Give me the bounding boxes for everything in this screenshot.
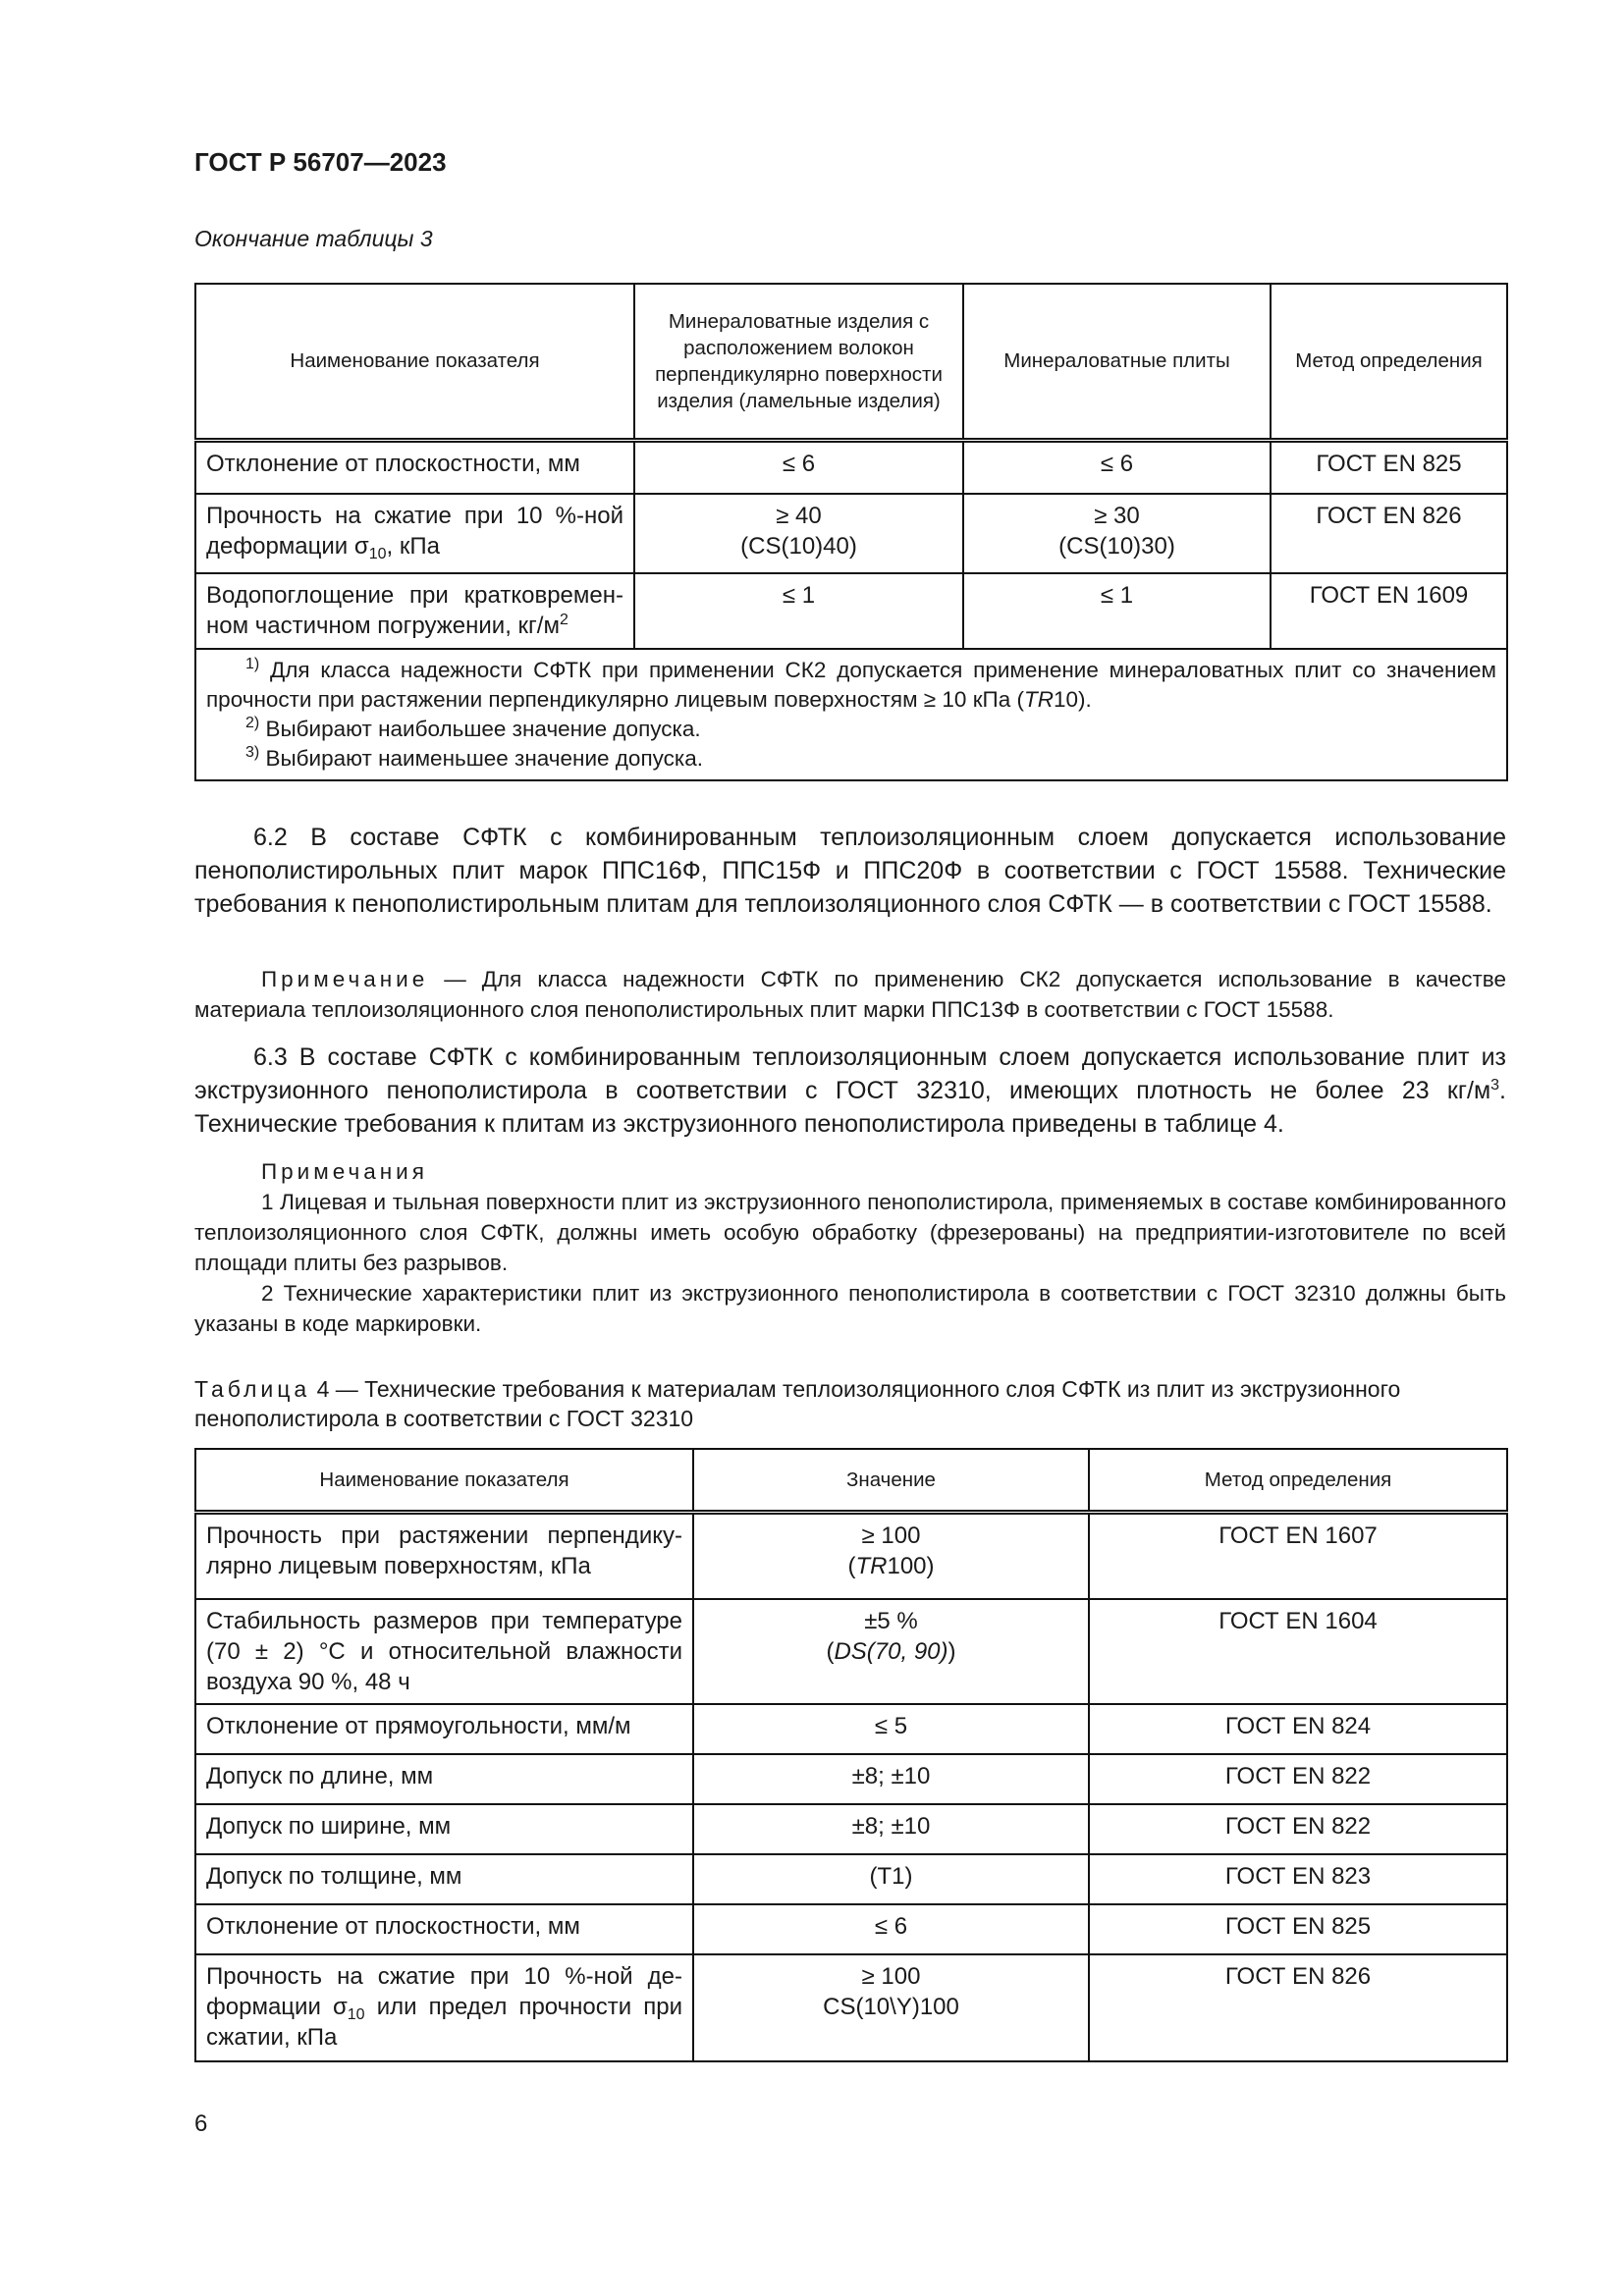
method-cell: ГОСТ EN 1609: [1271, 573, 1507, 649]
table-header-row: [195, 284, 1507, 440]
cell-value: ≤ 6: [963, 440, 1271, 494]
footnotes-row: [195, 649, 1507, 780]
cell-value: ±8; ±10: [693, 1754, 1089, 1804]
method-cell: ГОСТ EN 826: [1271, 494, 1507, 573]
notes-label: Примечания: [261, 1159, 428, 1184]
method-cell: ГОСТ EN 824: [1089, 1704, 1507, 1754]
note-item: 2 Технические характеристики плит из экструзионного пенополистирола в соответствии с ГОСТ 32310 должны быть указаны в коде маркировки.: [194, 1281, 1506, 1336]
cell-value: ≤ 5: [693, 1704, 1089, 1754]
table-3: [194, 283, 1508, 781]
indicator-name: Водопоглощение при кратковременном частичном погружении, $кг/м^2$: [195, 573, 634, 649]
column-header: Наименование показателя: [195, 284, 634, 440]
footnote: $^{1)}$ Для класса надежности СФТК при применении СК2 допускается применение минераловатных плит со значением прочности при растяжении перпендикулярно лицевым поверхностям ≥ 10 кПа (TR10).: [206, 656, 1496, 712]
method-cell: ГОСТ EN 822: [1089, 1754, 1507, 1804]
method-cell: ГОСТ EN 822: [1089, 1804, 1507, 1854]
cell-value: ≤ 1: [634, 573, 963, 649]
method-cell: ГОСТ EN 826: [1089, 1954, 1507, 2061]
indicator-name: Прочность на сжатие при 10 %-ной деформации $\sigma_{10}$ или предел прочности при сжатии, кПа: [195, 1954, 693, 2061]
code: (CS(10)30): [1058, 533, 1175, 560]
method-cell: ГОСТ EN 1604: [1089, 1599, 1507, 1704]
table-row: [195, 1599, 1507, 1704]
table-4: [194, 1448, 1508, 2062]
code: (CS(10)40): [740, 533, 857, 560]
table-row: [195, 1954, 1507, 2061]
footnote: $^{2)}$ Выбирают наибольшее значение допуска.: [245, 715, 701, 741]
cell-value: ≤ 6: [634, 440, 963, 494]
section-6-2-note: Примечание — Для класса надежности СФТК по применению СК2 допускается использование в качестве материала теплоизоляционного слоя пенополистирольных плит марки ППС13Ф в соответствии с ГОСТ 15588.: [194, 967, 1506, 1022]
method-cell: ГОСТ EN 823: [1089, 1854, 1507, 1904]
table-row: [195, 1754, 1507, 1804]
column-header: Наименование показателя: [195, 1449, 693, 1512]
table-row: [195, 1804, 1507, 1854]
table-row: [195, 1704, 1507, 1754]
method-cell: ГОСТ EN 825: [1089, 1904, 1507, 1954]
section-6-3: 6.3 В составе СФТК с комбинированным теплоизоляционным слоем допускается использование плит из экструзионного пенополистирола в соответствии с ГОСТ 32310, имеющих плотность не более 23 $кг/м^3$. Технические требования к плитам из экструзионного пенополистирола приведены в таблице 4.: [194, 1043, 1506, 1138]
column-header: Значение: [693, 1449, 1089, 1512]
note-label: Примечание: [261, 967, 429, 991]
indicator-name: Отклонение от плоскостности, мм: [195, 1904, 693, 1954]
indicator-name: Допуск по длине, мм: [195, 1754, 693, 1804]
indicator-name: Допуск по ширине, мм: [195, 1804, 693, 1854]
cell-value: ±8; ±10: [693, 1804, 1089, 1854]
table-row: [195, 1512, 1507, 1599]
indicator-name: Отклонение от плоскостности, мм: [195, 440, 634, 494]
column-header: Минераловатные изделия с расположением волокон перпендикулярно поверхности изделия (ламельные изделия): [634, 284, 963, 440]
indicator-name: Отклонение от прямоугольности, мм/м: [195, 1704, 693, 1754]
note-item: 1 Лицевая и тыльная поверхности плит из экструзионного пенополистирола, применяемых в составе комбинированного теплоизоляционного слоя СФТК, должны иметь особую обработку (фрезерованы) на предприятии-изготовителе по всей площади плиты без разрывов.: [194, 1190, 1506, 1275]
column-header: Метод определения: [1089, 1449, 1507, 1512]
cell-value: ≥ 30 (CS(10)30): [963, 494, 1271, 573]
table-row: [195, 1854, 1507, 1904]
cell-value: (T1): [693, 1854, 1089, 1904]
document-header: ГОСТ Р 56707—2023: [194, 147, 447, 177]
table-row: [195, 440, 1507, 494]
table-row: [195, 494, 1507, 573]
column-header: Минераловатные плиты: [963, 284, 1271, 440]
indicator-name: Допуск по толщине, мм: [195, 1854, 693, 1904]
column-header: Метод определения: [1271, 284, 1507, 440]
method-cell: ГОСТ EN 825: [1271, 440, 1507, 494]
table3-caption: Окончание таблицы 3: [194, 226, 433, 251]
cell-value: ≥ 100 CS(10\Y)100: [693, 1954, 1089, 2061]
code: CS(10\Y)100: [823, 1994, 959, 2020]
indicator-name: Прочность на сжатие при 10 %-ной деформации $\sigma_{10}$, кПа: [195, 494, 634, 573]
table-header-row: [195, 1449, 1507, 1512]
section-6-3-notes: [194, 1156, 1506, 1339]
cell-value: ≤ 1: [963, 573, 1271, 649]
cell-value: ≥ 40 (CS(10)40): [634, 494, 963, 573]
table-row: [195, 1904, 1507, 1954]
cell-value: ≤ 6: [693, 1904, 1089, 1954]
code: (DS(70, 90)): [826, 1638, 956, 1665]
page-number: 6: [194, 2110, 208, 2137]
section-6-2: 6.2 В составе СФТК с комбинированным теплоизоляционным слоем допускается использование пенополистирольных плит марок ППС16Ф, ППС15Ф и ППС20Ф в соответствии с ГОСТ 15588. Технические требования к пенополистирольным плитам для теплоизоляционного слоя СФТК — в соответствии с ГОСТ 15588.: [194, 824, 1506, 918]
footnotes: [195, 649, 1507, 780]
table4-caption: Таблица 4 — Технические требования к материалам теплоизоляционного слоя СФТК из плит из экструзионного пенополистирола в соответствии с ГОСТ 32310: [194, 1376, 1401, 1431]
indicator-name: Стабильность размеров при температуре (70 ± 2) °C и относительной влажности воздуха 90 %, 48 ч: [195, 1599, 693, 1704]
cell-value: ±5 % (DS(70, 90)): [693, 1599, 1089, 1704]
table-row: [195, 573, 1507, 649]
code: (TR100): [847, 1552, 935, 1579]
indicator-name: Прочность при растяжении перпендикулярно лицевым поверхностям, кПа: [195, 1512, 693, 1599]
method-cell: ГОСТ EN 1607: [1089, 1512, 1507, 1599]
cell-value: ≥ 100 (TR100): [693, 1512, 1089, 1599]
footnote: $^{3)}$ Выбирают наименьшее значение допуска.: [245, 744, 703, 771]
